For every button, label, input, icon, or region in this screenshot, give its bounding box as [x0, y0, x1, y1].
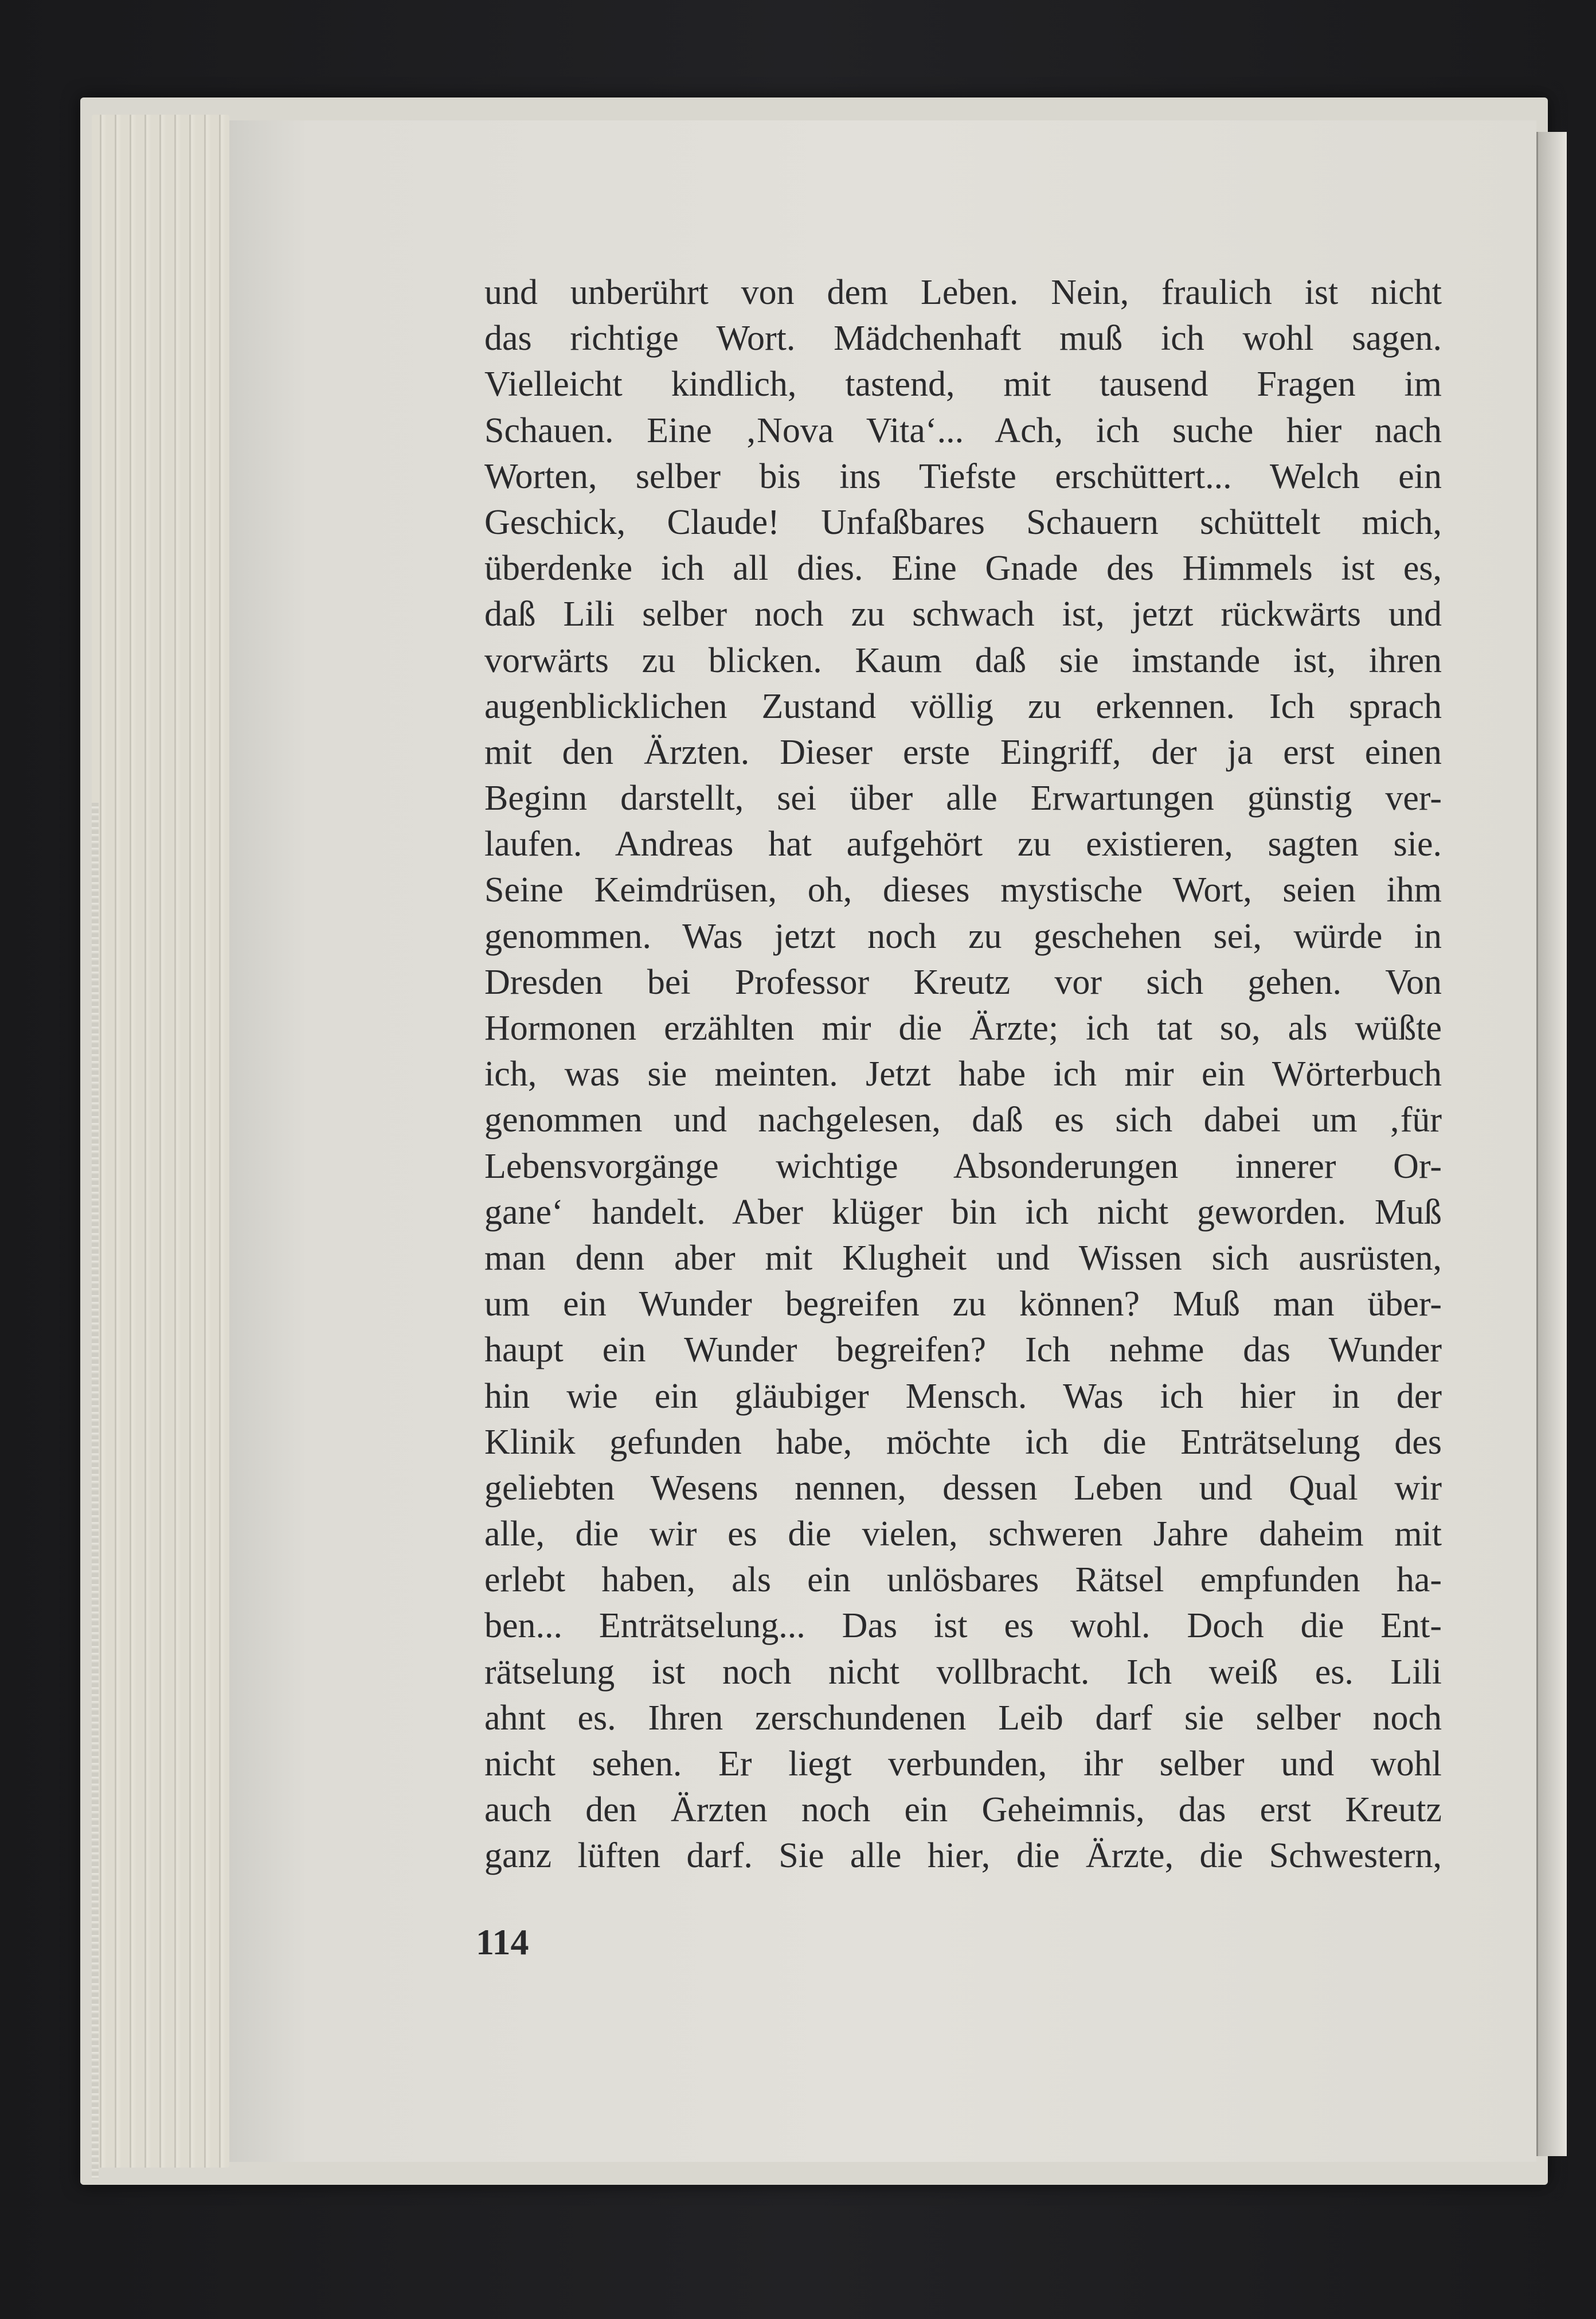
- text-line: und unberührt von dem Leben. Nein, fraulich ist nicht: [484, 273, 1442, 312]
- text-line: auch den Ärzten noch ein Geheimnis, das erst Kreutz: [484, 1790, 1442, 1830]
- text-line: mit den Ärzten. Dieser erste Eingriff, der ja erst einen: [484, 732, 1442, 772]
- text-line: erlebt haben, als ein unlösbares Rätsel empfunden ha-: [484, 1560, 1442, 1600]
- text-line: um ein Wunder begreifen zu können? Muß man über-: [484, 1285, 1442, 1324]
- facing-page-edge: [1536, 132, 1567, 2156]
- text-line: ich, was sie meinten. Jetzt habe ich mir ein Wörterbuch: [484, 1055, 1442, 1094]
- text-line: Geschick, Claude! Unfaßbares Schauern schüttelt mich,: [484, 502, 1442, 542]
- text-line: Beginn darstellt, sei über alle Erwartungen günstig ver-: [484, 779, 1442, 818]
- text-line: augenblicklichen Zustand völlig zu erkennen. Ich sprach: [484, 686, 1442, 726]
- text-line: Worten, selber bis ins Tiefste erschüttert... Welch ein: [484, 456, 1442, 496]
- text-line: Schauen. Eine ‚Nova Vita‘... Ach, ich suche hier nach: [484, 411, 1442, 450]
- text-line: Lebensvorgänge wichtige Absonderungen innerer Or-: [484, 1146, 1442, 1186]
- text-line: laufen. Andreas hat aufgehört zu existieren, sagten sie.: [484, 825, 1442, 864]
- text-line: man denn aber mit Klugheit und Wissen sich ausrüsten,: [484, 1238, 1442, 1278]
- text-line: haupt ein Wunder begreifen? Ich nehme das Wunder: [484, 1330, 1442, 1370]
- text-line: überdenke ich all dies. Eine Gnade des Himmels ist es,: [484, 549, 1442, 588]
- text-line: ganz lüften darf. Sie alle hier, die Ärzte, die Schwestern,: [484, 1836, 1442, 1876]
- text-line: geliebten Wesens nennen, dessen Leben und Qual wir: [484, 1468, 1442, 1508]
- text-line: nicht sehen. Er liegt verbunden, ihr selber und wohl: [484, 1744, 1442, 1783]
- text-line: gane‘ handelt. Aber klüger bin ich nicht geworden. Muß: [484, 1192, 1442, 1232]
- text-line: Vielleicht kindlich, tastend, mit tausend Fragen im: [484, 365, 1442, 404]
- text-line: Dresden bei Professor Kreutz vor sich gehen. Von: [484, 962, 1442, 1002]
- text-line: genommen und nachgelesen, daß es sich dabei um ‚für: [484, 1100, 1442, 1140]
- text-line: ben... Enträtselung... Das ist es wohl. Doch die Ent-: [484, 1606, 1442, 1646]
- binding-threads: [92, 803, 99, 2179]
- text-line: Hormonen erzählten mir die Ärzte; ich tat so, als wüßte: [484, 1009, 1442, 1048]
- text-line: alle, die wir es die vielen, schweren Jahre daheim mit: [484, 1514, 1442, 1554]
- text-line: ahnt es. Ihren zerschundenen Leib darf sie selber noch: [484, 1698, 1442, 1738]
- text-line: Klinik gefunden habe, möchte ich die Enträtselung des: [484, 1422, 1442, 1462]
- text-line: das richtige Wort. Mädchenhaft muß ich wohl sagen.: [484, 319, 1442, 358]
- text-line: genommen. Was jetzt noch zu geschehen sei, würde in: [484, 916, 1442, 956]
- page-body-text: [484, 270, 1442, 1879]
- text-line: Seine Keimdrüsen, oh, dieses mystische Wort, seien ihm: [484, 870, 1442, 910]
- page-stack-edge: [92, 115, 229, 2168]
- text-line: daß Lili selber noch zu schwach ist, jetzt rückwärts und: [484, 595, 1442, 634]
- page-number: 114: [476, 1922, 529, 1962]
- text-line: hin wie ein gläubiger Mensch. Was ich hier in der: [484, 1376, 1442, 1416]
- text-line: vorwärts zu blicken. Kaum daß sie imstande ist, ihren: [484, 641, 1442, 680]
- text-line: rätselung ist noch nicht vollbracht. Ich weiß es. Lili: [484, 1652, 1442, 1692]
